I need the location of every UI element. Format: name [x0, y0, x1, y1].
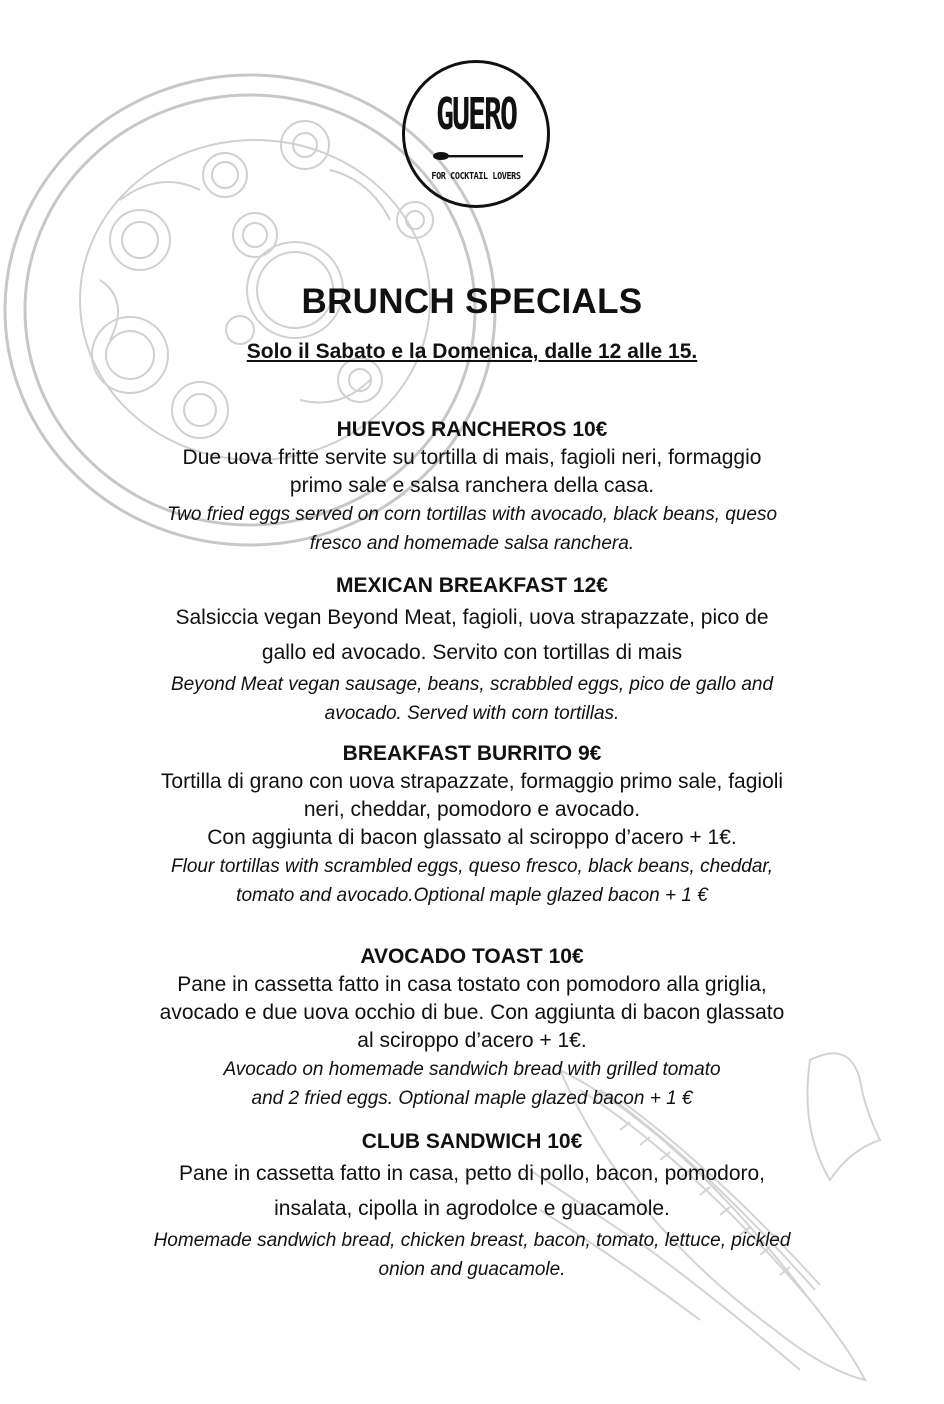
item-description-en: Beyond Meat vegan sausage, beans, scrabbled eggs, pico de gallo and [170, 674, 774, 695]
menu-item-club-sandwich [70, 1128, 874, 1284]
item-description-en: tomato and avocado.Optional maple glazed bacon + 1 € [236, 885, 708, 906]
item-description-it: Due uova fritte servite su tortilla di mais, fagioli neri, formaggio [182, 446, 762, 469]
logo-tagline: FOR COCKTAIL LOVERS [431, 171, 521, 182]
item-description-en: Two fried eggs served on corn tortillas with avocado, black beans, queso [166, 504, 778, 525]
item-name: AVOCADO TOAST 10€ [360, 945, 584, 968]
item-description-it: Con aggiunta di bacon glassato al sciroppo d’acero + 1€. [207, 826, 737, 849]
item-description-en: Homemade sandwich bread, chicken breast, bacon, tomato, lettuce, pickled [153, 1230, 791, 1251]
logo-wordmark: GUERO [436, 89, 516, 140]
item-description-en: onion and guacamole. [378, 1259, 566, 1280]
item-description-it: Salsiccia vegan Beyond Meat, fagioli, uova strapazzate, pico de [175, 606, 769, 629]
item-description-it: gallo ed avocado. Servito con tortillas di mais [261, 641, 683, 664]
menu-item-avocado-toast [70, 943, 874, 1113]
item-description-it: Pane in cassetta fatto in casa tostato con pomodoro alla griglia, [177, 973, 767, 996]
item-name: HUEVOS RANCHEROS 10€ [336, 418, 608, 441]
item-description-en: Avocado on homemade sandwich bread with grilled tomato [223, 1059, 721, 1080]
item-name: MEXICAN BREAKFAST 12€ [336, 574, 608, 597]
item-description-it: avocado e due uova occhio di bue. Con aggiunta di bacon glassato [159, 1001, 785, 1024]
menu-item-mexican-breakfast [70, 572, 874, 728]
item-description-it: neri, cheddar, pomodoro e avocado. [303, 798, 641, 821]
spoon-icon [431, 149, 527, 163]
menu-item-breakfast-burrito [70, 740, 874, 910]
menu-item-huevos-rancheros [70, 416, 874, 558]
page-title: BRUNCH SPECIALS [301, 282, 643, 321]
item-name: BREAKFAST BURRITO 9€ [342, 742, 602, 765]
item-name: CLUB SANDWICH 10€ [361, 1130, 583, 1153]
page-subtitle: Solo il Sabato e la Domenica, dalle 12 alle 15. [246, 340, 698, 363]
item-description-it: al sciroppo d’acero + 1€. [357, 1029, 587, 1052]
item-description-en: avocado. Served with corn tortillas. [324, 703, 620, 724]
brand-logo [402, 60, 550, 208]
item-description-en: Flour tortillas with scrambled eggs, queso fresco, black beans, cheddar, [171, 856, 773, 877]
item-description-it: Pane in cassetta fatto in casa, petto di pollo, bacon, pomodoro, [178, 1162, 766, 1185]
item-description-en: fresco and homemade salsa ranchera. [309, 533, 635, 554]
item-description-it: Tortilla di grano con uova strapazzate, formaggio primo sale, fagioli [160, 770, 784, 793]
item-description-en: and 2 fried eggs. Optional maple glazed bacon + 1 € [251, 1088, 693, 1109]
item-description-it: insalata, cipolla in agrodolce e guacamole. [274, 1197, 670, 1220]
item-description-it: primo sale e salsa ranchera della casa. [289, 474, 655, 497]
